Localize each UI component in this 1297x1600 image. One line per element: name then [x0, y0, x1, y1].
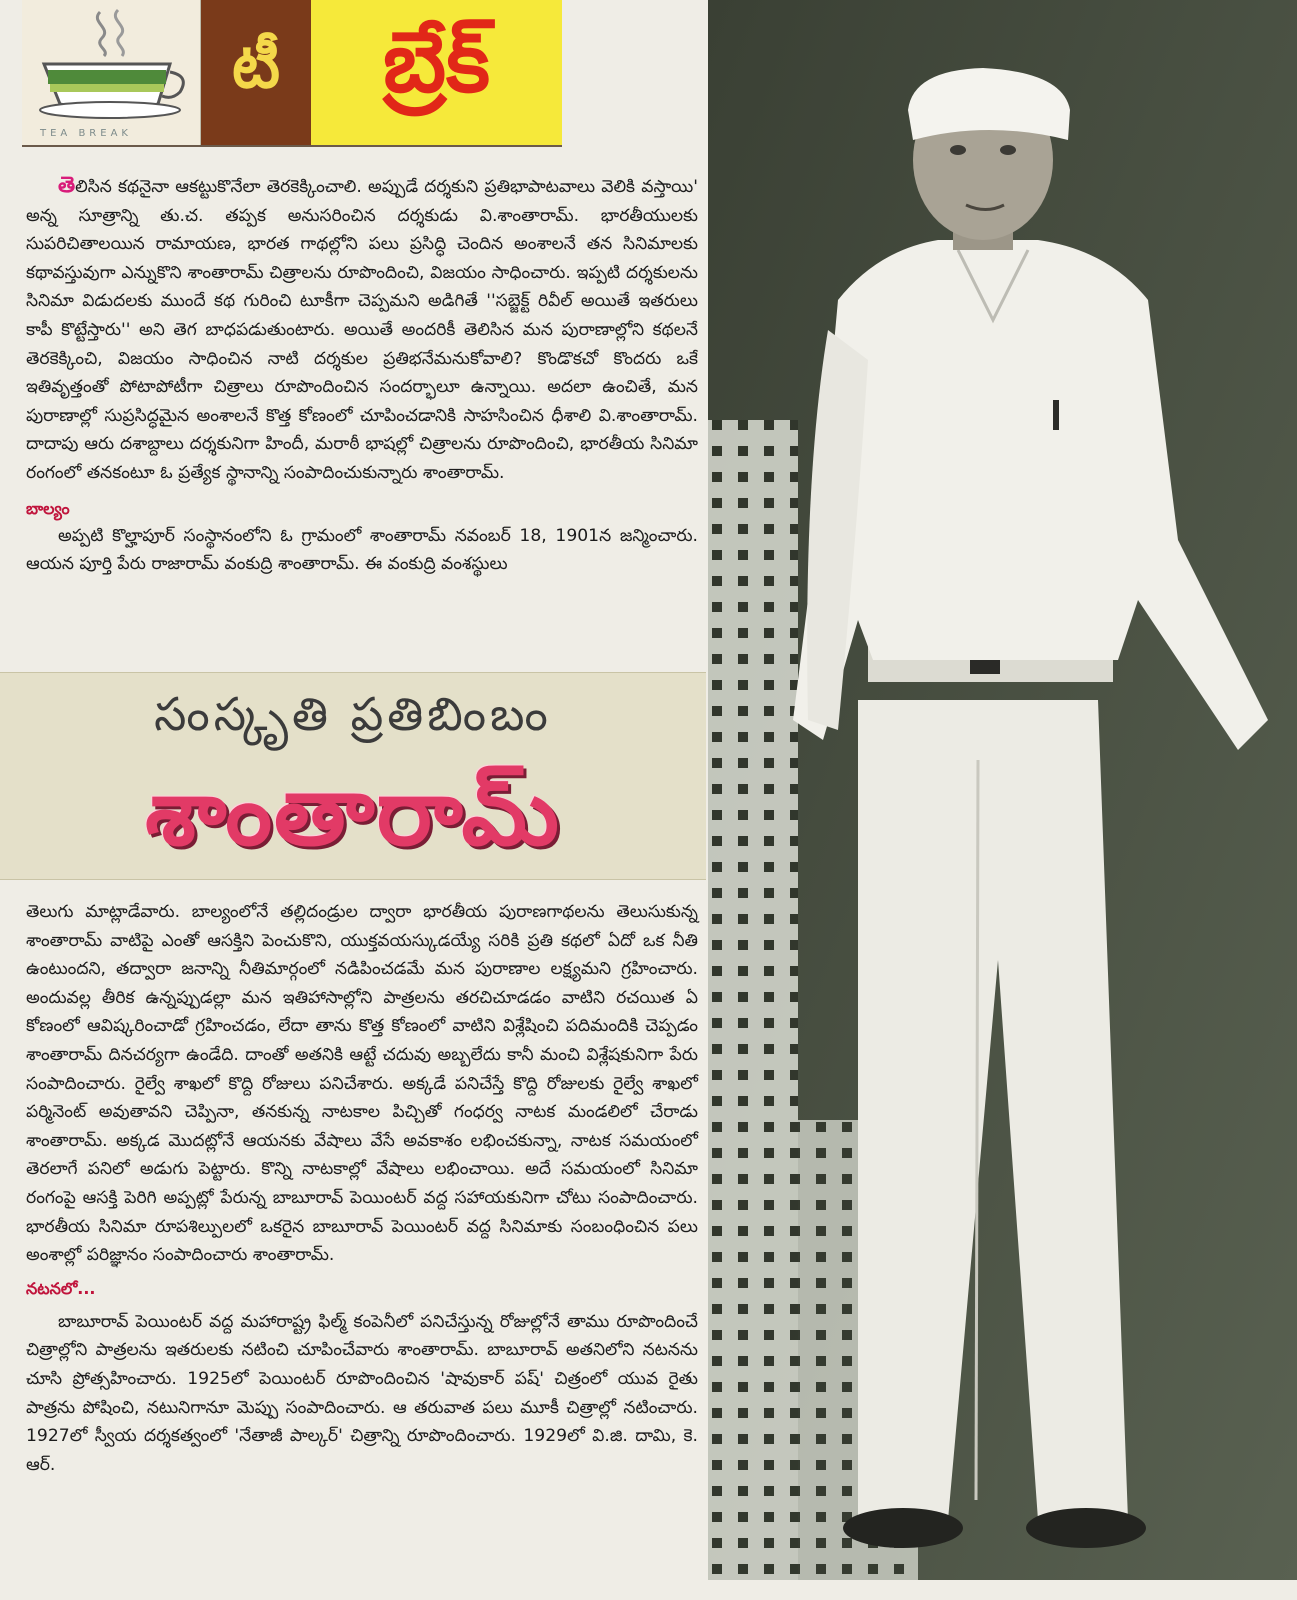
intro-text: లిసిన కథనైనా ఆకట్టుకొనేలా తెరకెక్కించాలి. అప్పుడే దర్శకుని ప్రతిభాపాటవాలు వెలికి వస్తాయి' అన్న సూత్రాన్ని తు.చ. తప్పక అనుసరించిన దర్శకుడు వి.శాంతారామ్. భారతీయులకు సుపరిచితాలయిన రామాయణ, భారత గాథల్లోని పలు ప్రసిద్ధి చెందిన అంశాలనే తన సినిమాలకు కథావస్తువుగా ఎన్నుకొని శాంతారామ్ చిత్రాలను రూపొందించి, విజయం సాధించారు. ఇప్పటి దర్శకులను సినిమా విడుదలకు ముందే కథ గురించి టూకీగా చెప్పమని అడిగితే ''సబ్జెక్ట్ రివీల్ అయితే ఇతరులు కాపీ కొట్టేస్తారు'' అని తెగ బాధపడుతుంటారు. అయితే అందరికీ తెలిసిన మన పురాణాల్లోని కథలనే తెరకెక్కించి, విజయం సాధించిన నాటి దర్శకుల ప్రతిభనేమనుకోవాలి? కొండొకచో కొందరు ఒకే ఇతివృత్తంతో పోటాపోటీగా చిత్రాలు రూపొందించిన సందర్భాలూ ఉన్నాయి. అదలా ఉంచితే, మన పురాణాల్లో సుప్రసిద్ధమైన అంశాలనే కొత్త కోణంలో చూపించడానికి సాహసించిన ధీశాలి వి.శాంతారామ్. దాదాపు ఆరు దశాబ్దాలు దర్శకునిగా హిందీ, మరాఠీ భాషల్లో చిత్రాలను రూపొందించి, భారతీయ సినిమా రంగంలో తనకంటూ ఓ ప్రత్యేక స్థానాన్ని సంపాదించుకున్నారు శాంతారామ్.	[26, 177, 698, 483]
childhood-paragraph-start: అప్పటి కొల్హాపూర్ సంస్థానంలోని ఓ గ్రామంలో శాంతారామ్ నవంబర్ 18, 1901న జన్మించారు. ఆయన పూర్తి పేరు రాజారామ్ వంకుద్రి శాంతారామ్. ఈ వంకుద్రి వంశస్థులు	[26, 525, 698, 575]
section-heading-childhood: బాల్యం	[26, 498, 70, 518]
portrait-illustration	[708, 0, 1297, 1580]
intro-paragraph	[26, 172, 698, 488]
article-column-bottom	[26, 898, 698, 1479]
drop-cap: తె	[58, 173, 76, 198]
masthead-break-text: బ్రేక్	[311, 0, 562, 145]
shantaram-photo	[708, 0, 1297, 1580]
masthead-tea-text: టీ	[201, 0, 311, 145]
section-heading-acting: నటనలో...	[26, 1278, 96, 1298]
headline-banner	[0, 672, 706, 880]
article-column-top	[26, 172, 698, 579]
tea-cup-logo	[22, 0, 201, 145]
acting-paragraph: బాబూరావ్ పెయింటర్ వద్ద మహారాష్ట్ర ఫిల్మ్ కంపెనీలో పనిచేస్తున్న రోజుల్లోనే తాము రూపొందించే చిత్రాల్లోని పాత్రలను ఇతరులకు నటించి చూపించేవారు శాంతారామ్. బాబూరావ్ అతనిలోని నటనను చూసి ప్రోత్సహించారు. 1925లో పెయింటర్ రూపొందించిన 'షావుకార్ పష్' చిత్రంలో యువ రైతు పాత్రను పోషించి, నటునిగానూ మెప్పు సంపాదించారు. ఆ తరువాత పలు మూకీ చిత్రాల్లో నటించారు. 1927లో స్వీయ దర్శకత్వంలో 'నేతాజీ పాల్కర్' చిత్రాన్ని రూపొందించారు. 1929లో వి.జి. దామి, కె. ఆర్.	[26, 1311, 698, 1475]
tea-break-masthead	[22, 0, 562, 147]
headline-title: శాంతారామ్	[145, 759, 561, 866]
tea-cup-icon	[30, 4, 190, 122]
tea-break-label: TEA BREAK	[40, 128, 132, 139]
childhood-paragraph-cont: తెలుగు మాట్లాడేవారు. బాల్యంలోనే తల్లిదండ్రుల ద్వారా భారతీయ పురాణగాథలను తెలుసుకున్న శాంతారామ్ వాటిపై ఎంతో ఆసక్తిని పెంచుకొని, యుక్తవయస్కుడయ్యే సరికి ప్రతి కథలో ఏదో ఒక నీతి ఉంటుందని, తద్వారా జనాన్ని నీతిమార్గంలో నడిపించడమే మన పురాణాల లక్ష్యమని గ్రహించారు. అందువల్ల తీరిక ఉన్నప్పుడల్లా మన ఇతిహాసాల్లోని పాత్రలను తరచిచూడడం వాటిని రచయిత ఏ కోణంలో ఆవిష్కరించాడో గ్రహించడం, లేదా తాను కొత్త కోణంలో వాటిని విశ్లేషించి పదిమందికి చెప్పడం శాంతారామ్ దినచర్యగా ఉండేది. దాంతో అతనికి ఆట్టే చదువు అబ్బలేదు కానీ మంచి విశ్లేషకునిగా పేరు సంపాదించారు. రైల్వే శాఖలో కొద్ది రోజులు పనిచేశారు. అక్కడే పనిచేస్తే కొద్ది రోజులకు రైల్వే శాఖలో పర్మినెంట్ అవుతావని చెప్పినా, తనకున్న నాటకాల పిచ్చితో గంధర్వ నాటక మండలిలో చేరాడు శాంతారామ్. అక్కడ మొదట్లోనే ఆయనకు వేషాలు వేసే అవకాశం లభించకున్నా, నాటక సమయంలో తెరలాగే పనిలో అడుగు పెట్టారు. కొన్ని నాటకాల్లో వేషాలు లభించాయి. అదే సమయంలో సినిమా రంగంపై ఆసక్తి పెరిగి అప్పట్లో పేరున్న బాబూరావ్ పెయింటర్ వద్ద సహాయకునిగా చోటు సంపాదించారు. భారతీయ సినిమా రూపశిల్పులలో ఒకరైన బాబూరావ్ పెయింటర్ వద్ద సినిమాకు సంబంధించిన పలు అంశాల్లో పరిజ్ఞానం సంపాదించారు శాంతారామ్.	[26, 902, 698, 1266]
headline-subtitle: సంస్కృతి ప్రతిబింబం	[154, 687, 552, 741]
